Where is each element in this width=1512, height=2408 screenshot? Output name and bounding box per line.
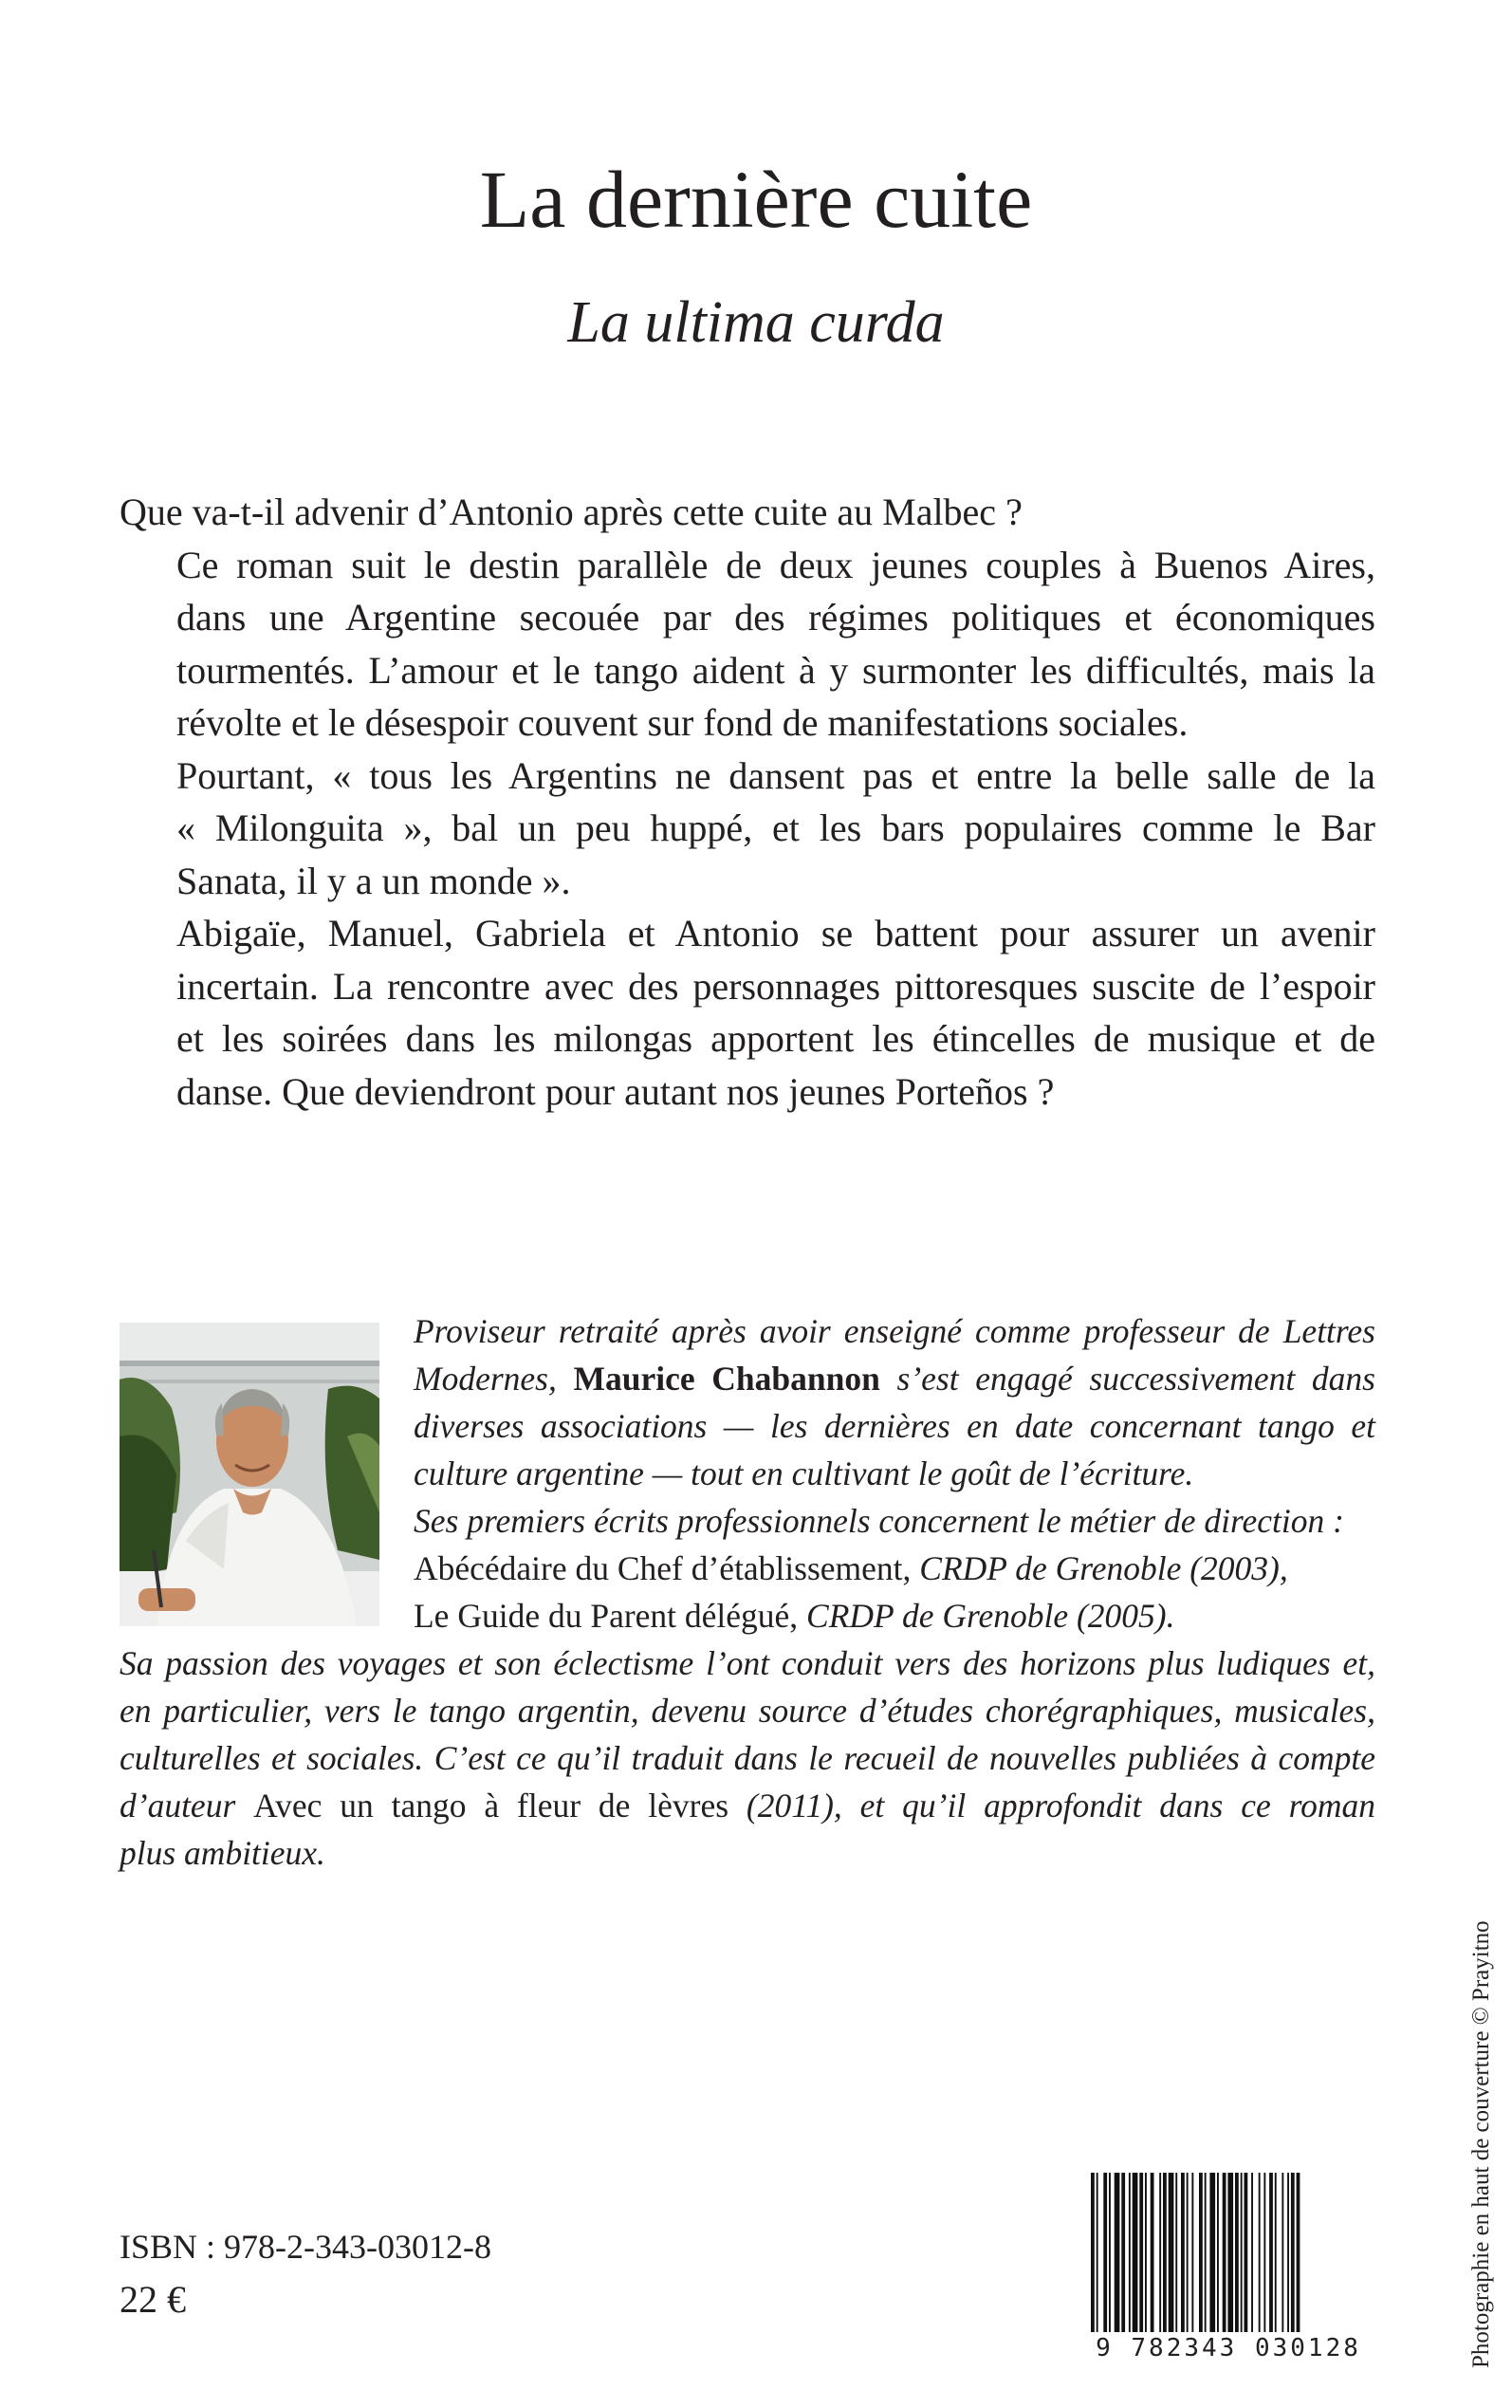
bio-line: Proviseur retraité après avoir enseigné comme professeur de Lettres [414,1312,1375,1350]
barcode-bar [1097,2173,1098,2339]
author-name: Maurice Chabannon [573,1360,880,1398]
bio-line: culturelles et sociales. C’est ce qu’il traduit dans le recueil de nouvelles publiées à compte [120,1739,1375,1777]
bio-line [414,1355,1375,1402]
barcode-bar [1291,2173,1295,2339]
barcode-bar [1235,2173,1239,2339]
bio-line: Ses premiers écrits professionnels concernent le métier de direction : [414,1502,1344,1540]
barcode-number: 9 782343 030128 [1081,2332,1375,2364]
barcode-bar [1245,2173,1248,2339]
barcode-bar [1209,2173,1215,2339]
barcode-bar [1187,2173,1189,2339]
barcode-bar [1103,2173,1107,2339]
book-title-3: Avec un tango à fleur de lèvres [253,1787,729,1825]
blurb-line: Pourtant, « tous les Argentins ne dansent pas et entre la belle salle de la [176,753,1375,797]
bio-text: (2011), et qu’il approfondit dans ce roman [728,1787,1375,1825]
blurb-paragraph-1 [120,539,1375,750]
price: 22 € [120,2278,186,2321]
barcode-bar [1287,2173,1289,2339]
author-bio-continued [120,1639,1375,1877]
book-title-2: Le Guide du Parent délégué, [414,1597,807,1635]
blurb-line: tourmentés. L’amour et le tango aident à y surmonter les difficultés, mais la [176,648,1375,692]
blurb-line: et les soirées dans les milongas apportent les étincelles de musique et de [176,1017,1375,1060]
blurb-paragraph-2 [120,750,1375,908]
barcode-bar [1133,2173,1138,2339]
author-photo [120,1323,379,1626]
publisher-1: CRDP de Grenoble (2003), [919,1549,1288,1587]
bio-text: Modernes, [414,1360,574,1398]
bio-text: s’est engagé successivement dans [879,1360,1375,1398]
bio-line: Sa passion des voyages et son éclectisme l’ont conduit vers des horizons plus ludiques et, [120,1644,1375,1682]
bio-line: plus ambitieux. [120,1834,325,1872]
book-subtitle: La ultima curda [567,290,945,355]
blurb-line: « Milonguita », bal un peu huppé, et les bars populaires comme le Bar [176,806,1375,849]
blurb-line: Abigaïe, Manuel, Gabriela et Antonio se battent pour assurer un avenir [176,912,1375,954]
blurb-line: danse. Que deviendront pour autant nos jeunes Porteños ? [176,1069,1055,1113]
isbn: ISBN : 978-2-343-03012-8 [120,2228,491,2266]
barcode-bar [1227,2173,1233,2339]
barcode-bar [1199,2173,1203,2339]
bio-line: culture argentine — tout en cultivant le goût de l’écriture. [414,1454,1194,1492]
barcode-bar [1263,2173,1265,2339]
back-cover-blurb [120,486,1375,1118]
barcode-bar [1217,2173,1219,2339]
blurb-line: incertain. La rencontre avec des personnages pittoresques suscite de l’espoir [176,964,1375,1008]
barcode-bar [1163,2173,1167,2339]
barcode-bar [1251,2173,1253,2339]
blurb-line: révolte et le désespoir couvent sur fond de manifestations sociales. [176,701,1189,744]
publisher-2: CRDP de Grenoble (2005). [806,1597,1175,1635]
barcode-bar [1259,2173,1261,2339]
photo-credit: Photographie en haut de couverture © Prayitno [1468,1920,1494,2368]
book-title: La dernière cuite [479,154,1033,245]
barcode-bar [1091,2173,1095,2339]
bio-line [120,1782,1375,1829]
barcode-bar [1175,2173,1177,2339]
barcode-bar [1297,2173,1300,2339]
barcode-bar [1223,2173,1226,2339]
blurb-question: Que va-t-il advenir d’Antonio après cette cuite au Malbec ? [120,491,1023,533]
barcode-bar [1241,2173,1243,2339]
barcode-bar [1151,2173,1154,2339]
barcode-bar [1205,2173,1207,2339]
barcode-bar [1269,2173,1273,2339]
barcode-bar [1282,2173,1283,2339]
book-title-1: Abécédaire du Chef d’établissement, [414,1549,920,1587]
barcode-bar [1121,2173,1125,2339]
blurb-paragraph-3 [120,907,1375,1118]
bio-line: diverses associations — les dernières en date concernant tango et [414,1407,1375,1445]
barcode-bar [1191,2173,1193,2339]
blurb-line: Sanata, il y a un monde ». [176,859,571,902]
blurb-line: Ce roman suit le destin parallèle de deux jeunes couples à Buenos Aires, [176,543,1375,586]
barcode-bar [1181,2173,1185,2339]
barcode-bar [1145,2173,1147,2339]
barcode-bar [1169,2173,1174,2339]
author-bio-intro [414,1307,1375,1639]
blurb-line: dans une Argentine secouée par des régimes politiques et économiques [176,596,1375,639]
bio-line [414,1545,1375,1592]
barcode-bar [1115,2173,1120,2339]
bio-text: d’auteur [120,1787,254,1825]
bio-line [414,1592,1375,1639]
bio-line: en particulier, vers le tango argentin, devenu source d’études chorégraphiques, musicales, [120,1692,1375,1730]
barcode-bar [1275,2173,1277,2339]
barcode-bar [1129,2173,1131,2339]
barcode-bar [1159,2173,1161,2339]
barcode-bar [1139,2173,1143,2339]
barcode-bar [1109,2173,1111,2339]
